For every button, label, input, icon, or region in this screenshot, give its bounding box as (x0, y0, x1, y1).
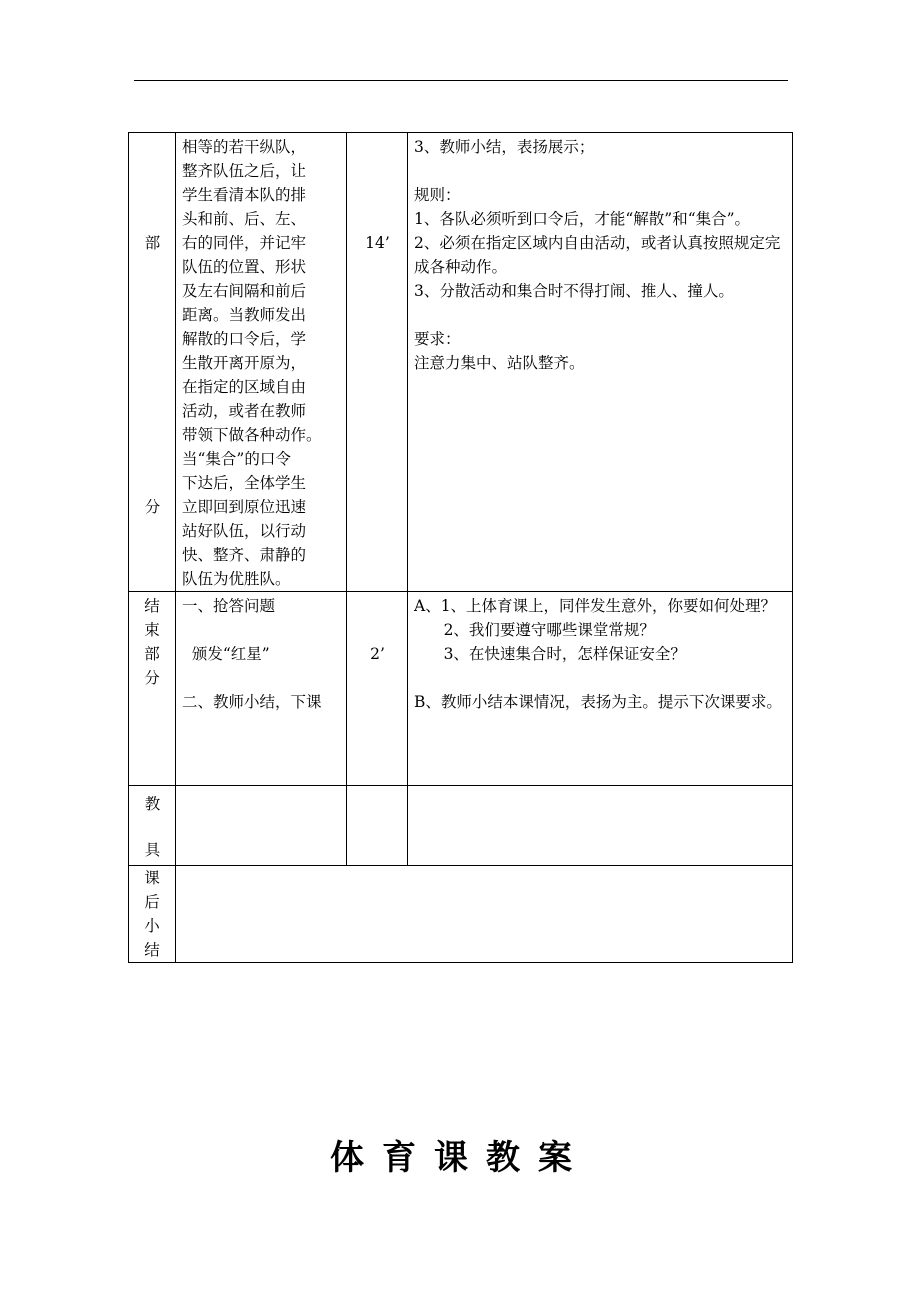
main-section-line: 下达后，全体学生 (182, 474, 307, 492)
end-section-label (129, 592, 175, 690)
main-section-line: 立即回到原位迅速 (182, 498, 307, 516)
main-section-line: 队伍为优胜队。 (182, 570, 291, 588)
main-section-line: 头和前、后、左、 (182, 210, 307, 228)
summary-row (129, 866, 793, 963)
equipment-row (129, 786, 793, 866)
label-char: 分 (144, 669, 160, 687)
end-section-content: 一、抢答问题 颁发“红星” 二、教师小结，下课 (182, 597, 322, 711)
main-section-line: 学生看清本队的排 (182, 186, 307, 204)
main-section-line: 快、整齐、肃静的 (182, 546, 307, 564)
main-section-notes-cell (408, 133, 793, 592)
lesson-plan-table (128, 132, 793, 963)
main-section-notes: 3、教师小结，表扬展示； 规则： 1、各队必须听到口令后，才能“解散”和“集合”。 2、必须在指定区域内自由活动，或者认真按照规定完成各种动作。 3、分散活动和集合时不得打闹、推人、撞人。 要求： 注意力集中、站队整齐。 (414, 138, 781, 372)
label-char: 后 (144, 893, 160, 911)
main-section-content (176, 133, 346, 591)
equipment-label-top: 教 (144, 795, 161, 813)
main-section-line: 右的同伴，并记牢 (182, 234, 307, 252)
main-section-line: 活动，或者在教师 (182, 402, 307, 420)
label-char: 部 (144, 645, 160, 663)
end-section-time: 2’ (370, 645, 385, 663)
equipment-content-cell (176, 786, 347, 866)
main-section-row (129, 133, 793, 592)
main-section-line: 站好队伍，以行动 (182, 522, 307, 540)
label-char: 束 (144, 621, 160, 639)
equipment-label-cell (129, 786, 176, 866)
summary-content-cell (176, 866, 793, 963)
end-section-label-cell (129, 592, 176, 786)
main-section-label-bottom: 分 (144, 498, 161, 516)
header-rule (134, 80, 788, 81)
main-section-line: 带领下做各种动作。 (182, 426, 322, 444)
main-section-time: 14’ (365, 234, 390, 252)
equipment-notes-cell (408, 786, 793, 866)
label-char: 结 (144, 597, 160, 615)
main-section-line: 解散的口令后，学 (182, 330, 307, 348)
main-section-content-cell (176, 133, 347, 592)
main-section-line: 距离。当教师发出 (182, 306, 307, 324)
main-section-time-cell (347, 133, 408, 592)
equipment-label-bottom: 具 (144, 841, 161, 859)
equipment-time-cell (347, 786, 408, 866)
end-section-notes-cell (408, 592, 793, 786)
main-section-line: 相等的若干纵队， (182, 138, 307, 156)
main-section-label-top: 部 (144, 234, 161, 252)
page-title: 体育课教案 (330, 1138, 590, 1178)
end-section-content-cell (176, 592, 347, 786)
end-section-time-cell (347, 592, 408, 786)
summary-label-cell (129, 866, 176, 963)
main-section-line: 及左右间隔和前后 (182, 282, 307, 300)
label-char: 课 (144, 869, 160, 887)
main-section-line: 当“集合”的口令 (182, 450, 291, 468)
main-section-label-cell (129, 133, 176, 592)
summary-label (129, 866, 175, 962)
main-section-line: 整齐队伍之后，让 (182, 162, 307, 180)
end-section-row (129, 592, 793, 786)
label-char: 结 (144, 941, 160, 959)
end-section-notes: A、1、上体育课上，同伴发生意外，你要如何处理？ 2、我们要遵守哪些课堂常规？ 3、在快速集合时，怎样保证安全？ B、教师小结本课情况，表扬为主。提示下次课要求。 (414, 597, 782, 711)
main-section-line: 生散开离开原为， (182, 354, 307, 372)
main-section-line: 在指定的区域自由 (182, 378, 307, 396)
main-section-line: 队伍的位置、形状 (182, 258, 307, 276)
label-char: 小 (144, 917, 160, 935)
